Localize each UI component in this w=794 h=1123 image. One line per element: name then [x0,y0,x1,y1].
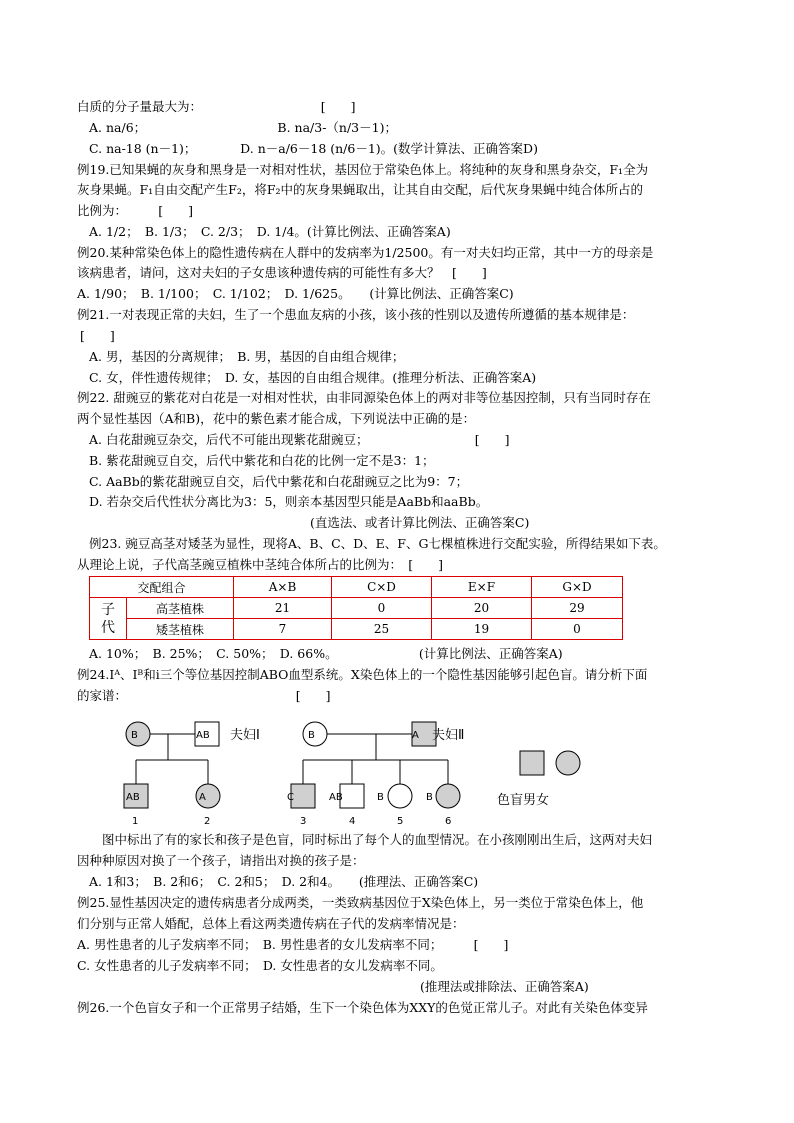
option-line: A. 10%； B. 25%； C. 50%； D. 66%。 (计算比例法、正确答案A) [89,646,563,661]
blood-type-label: B [377,792,384,803]
pedigree-male-colorblind [291,784,315,808]
table-header: G×D [532,577,623,598]
text-line: 该病患者，请问，这对夫妇的子女患该种遗传病的可能性有多大？ [ ] [77,265,487,280]
question-23: 例23. 豌豆高茎对矮茎为显性，现将A、B、C、D、E、F、G七棵植株进行交配实验，所得结果如下表。 [89,536,666,551]
option-line: A. 男，基因的分离规律； B. 男，基因的自由组合规律； [89,349,405,364]
table-cell: 21 [234,598,332,619]
table-cell: 19 [432,619,532,640]
text-line: 的家谱： [ ] [77,688,331,703]
pedigree-female [303,722,327,746]
text-line: 图中标出了有的家长和孩子是色盲，同时标出了每个人的血型情况。在小孩刚刚出生后，这两对夫妇 [102,832,653,847]
child-number: 1 [132,816,139,827]
option-line: A. 白花甜豌豆杂交，后代不可能出现紫花甜豌豆； [ ] [89,432,510,447]
option-line: A. 1和3； B. 2和6； C. 2和5； D. 2和4。 (推理法、正确答案C) [89,874,479,889]
text-line: 从理论上说，子代高茎豌豆植株中茎纯合体所占的比例为： [ ] [77,557,444,572]
row-label: 矮茎植株 [127,619,234,640]
option-line: C. AaBb的紫花甜豌豆自交，后代中紫花和白花甜豌豆之比为9：7； [89,474,469,489]
table-header: E×F [432,577,532,598]
table-cell: 0 [332,598,432,619]
couple-label: 夫妇Ⅱ [432,728,465,743]
child-number: 6 [445,816,452,827]
option-line: C. 女，伴性遗传规律； D. 女，基因的自由组合规律。(推理分析法、正确答案A) [89,370,537,385]
option-line: A. 男性患者的儿子发病率不同； B. 男性患者的女儿发病率不同； [ ] [77,937,509,952]
text-line: 因种种原因对换了一个孩子，请指出对换的孩子是： [77,853,365,868]
option-line: A. 1/90； B. 1/100； C. 1/102； D. 1/625。 (计算比例法、正确答案C) [77,286,514,301]
table-cell: 25 [332,619,432,640]
question-24: 例24.Iᴬ、Iᴮ和i三个等位基因控制ABO血型系统。X染色体上的一个隐性基因能够引起色盲。请分析下面 [77,667,648,682]
blood-type-label: AB [329,792,343,803]
blood-type-label: AB [126,792,140,803]
text-line: 灰身果蝇。F₁自由交配产生F₂，将F₂中的灰身果蝇取出，让其自由交配，后代灰身果蝇中纯合体所占的 [77,182,644,197]
row-label: 高茎植株 [127,598,234,619]
table-header: C×D [332,577,432,598]
table-cell: 29 [532,598,623,619]
blood-type-label: B [426,792,433,803]
table-cell: 0 [532,619,623,640]
table-cell: 20 [432,598,532,619]
text-line: [ ] [80,328,115,343]
blood-type-label: C [287,792,294,803]
table-cell: 7 [234,619,332,640]
option-line: C. 女性患者的儿子发病率不同； D. 女性患者的女儿发病率不同。 [77,958,443,973]
child-number: 2 [204,816,211,827]
blood-type-label: A [199,792,206,803]
legend-male-colorblind [520,751,544,775]
option-line: C. na-18 (n－1)； D. n－a/6－18 (n/6－1)。(数学计算法、正确答案D) [89,141,538,156]
text-line: 们分别与正常人婚配，总体上看这两类遗传病在子代的发病率情况是： [77,916,465,931]
option-line: A. 1/2； B. 1/3； C. 2/3； D. 1/4。(计算比例法、正确答案A) [89,224,451,239]
option-line: A. na/6； B. na/3-（n/3－1)； [89,120,397,135]
pedigree-female-colorblind [126,722,150,746]
question-21: 例21.一对表现正常的夫妇，生了一个患血友病的小孩，该小孩的性别以及遗传所遵循的基本规律是： [77,307,635,322]
question-26: 例26.一个色盲女子和一个正常男子结婚，生下一个染色体为XXY的色觉正常儿子。对此有关染色体变异 [77,1000,648,1015]
pedigree-female [388,784,412,808]
text-line: 比例为： [ ] [77,203,194,218]
blood-type-label: AB [196,730,210,741]
table-side-label: 子代 [90,598,127,640]
child-number: 5 [397,816,404,827]
blood-type-label: B [131,730,138,741]
pedigree-female-colorblind [436,784,460,808]
text-line: 两个显性基因（A和B)，花中的紫色素才能合成，下列说法中正确的是： [77,411,476,426]
option-line: B. 紫花甜豌豆自交，后代中紫花和白花的比例一定不是3：1； [89,453,435,468]
question-20: 例20.某种常染色体上的隐性遗传病在人群中的发病率为1/2500。有一对夫妇均正常，其中一方的母亲是 [77,245,654,260]
answer-note: (推理法或排除法、正确答案A) [420,979,589,994]
question-22: 例22. 甜豌豆的紫花对白花是一对相对性状，由非同源染色体上的两对非等位基因控制，只有当同时存在 [77,390,651,405]
question-25: 例25.显性基因决定的遗传病患者分成两类，一类致病基因位于X染色体上，另一类位于常染色体上，他 [77,895,644,910]
table-header: A×B [234,577,332,598]
legend-label: 色盲男女 [497,793,550,808]
legend-female-colorblind [556,751,580,775]
pedigree-male [340,784,364,808]
answer-note: (直选法、或者计算比例法、正确答案C) [310,515,530,530]
couple-label: 夫妇Ⅰ [230,728,260,743]
blood-type-label: B [308,730,315,741]
question-19: 例19.已知果蝇的灰身和黑身是一对相对性状，基因位于常染色体上。将纯种的灰身和黑身杂交，F₁全为 [77,162,649,177]
option-line: D. 若杂交后代性状分离比为3：5，则亲本基因型只能是AaBb和aaBb。 [89,494,489,509]
child-number: 4 [349,816,356,827]
blood-type-label: A [412,730,419,741]
text-line: 白质的分子量最大为： [ ] [77,99,356,114]
child-number: 3 [300,816,307,827]
table-header: 交配组合 [90,577,234,598]
